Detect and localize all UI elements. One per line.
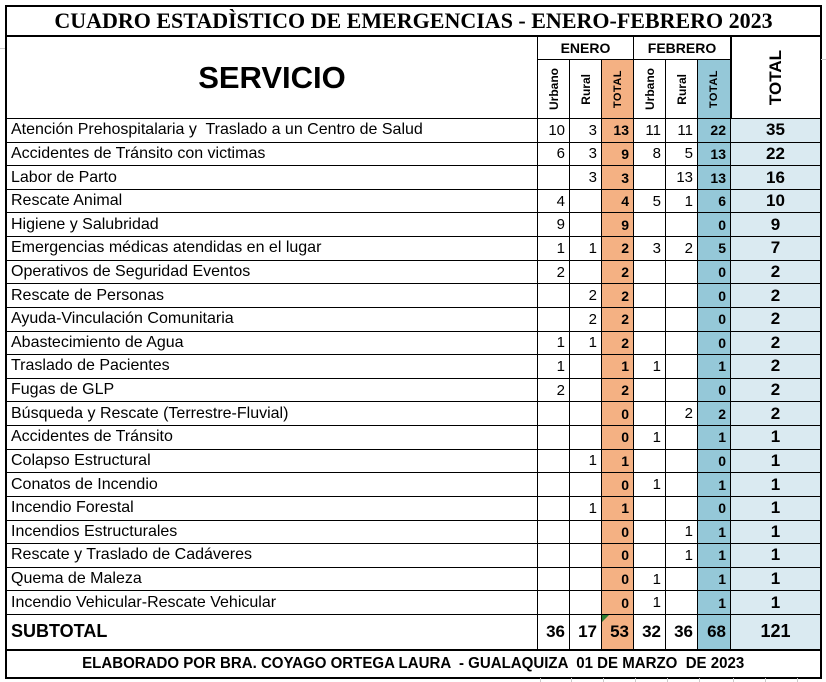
value-cell-febrero-total: 5 (698, 237, 731, 261)
service-cell: Incendios Estructurales (7, 521, 538, 545)
enero-urbano-header: Urbano (538, 60, 570, 119)
value-cell-enero-rural: 1 (570, 332, 602, 356)
value-cell-febrero-urbano (634, 332, 666, 356)
value-cell-febrero-rural: 13 (666, 166, 698, 190)
value-cell-febrero-rural: 1 (666, 544, 698, 568)
value-cell-febrero-total: 1 (698, 426, 731, 450)
service-cell: Quema de Maleza (7, 568, 538, 592)
subtotal-grand-total: 121 (731, 615, 820, 650)
gridline-stub (699, 678, 700, 682)
value-cell-febrero-rural: 2 (666, 402, 698, 426)
value-cell-febrero-urbano: 1 (634, 355, 666, 379)
gridline-stub (765, 678, 766, 682)
value-cell-grand-total: 1 (731, 473, 820, 497)
value-cell-enero-urbano (538, 497, 570, 521)
febrero-urbano-header: Urbano (634, 60, 666, 119)
value-cell-febrero-rural: 11 (666, 119, 698, 143)
value-cell-enero-total: 3 (602, 166, 634, 190)
service-column-header: SERVICIO (7, 37, 538, 119)
value-cell-enero-urbano (538, 402, 570, 426)
value-cell-enero-total: 0 (602, 402, 634, 426)
value-cell-febrero-rural (666, 426, 698, 450)
value-cell-febrero-urbano (634, 544, 666, 568)
value-cell-febrero-total: 13 (698, 143, 731, 167)
grand-total-column-header (731, 37, 820, 119)
value-cell-enero-urbano (538, 166, 570, 190)
value-cell-febrero-urbano (634, 261, 666, 285)
gridline-stub (0, 48, 5, 49)
service-cell: Conatos de Incendio (7, 473, 538, 497)
value-cell-grand-total: 1 (731, 544, 820, 568)
value-cell-enero-total: 2 (602, 237, 634, 261)
service-cell: Atención Prehospitalaria y Traslado a un Centro de Salud (7, 119, 538, 143)
value-cell-enero-rural: 3 (570, 166, 602, 190)
value-cell-enero-total: 1 (602, 450, 634, 474)
value-cell-grand-total: 10 (731, 190, 820, 214)
gridline-stub (603, 678, 604, 682)
value-cell-febrero-rural: 5 (666, 143, 698, 167)
value-cell-enero-total: 0 (602, 426, 634, 450)
value-cell-febrero-urbano: 5 (634, 190, 666, 214)
value-cell-febrero-total: 0 (698, 213, 731, 237)
value-cell-febrero-total: 0 (698, 308, 731, 332)
value-cell-febrero-total: 0 (698, 332, 731, 356)
service-cell: Abastecimiento de Agua (7, 332, 538, 356)
service-cell: Fugas de GLP (7, 379, 538, 403)
value-cell-enero-total: 0 (602, 568, 634, 592)
service-cell: Operativos de Seguridad Eventos (7, 261, 538, 285)
value-cell-febrero-urbano (634, 379, 666, 403)
value-cell-grand-total: 2 (731, 261, 820, 285)
value-cell-enero-urbano: 1 (538, 332, 570, 356)
subtotal-febrero-rural: 36 (666, 615, 698, 650)
enero-rural-header: Rural (570, 60, 602, 119)
value-cell-febrero-urbano (634, 402, 666, 426)
emergency-table (5, 5, 822, 679)
value-cell-febrero-total: 22 (698, 119, 731, 143)
value-cell-febrero-total: 0 (698, 261, 731, 285)
value-cell-enero-urbano (538, 544, 570, 568)
febrero-total-header: TOTAL (698, 60, 731, 119)
service-cell: Rescate Animal (7, 190, 538, 214)
subtotal-label: SUBTOTAL (7, 615, 538, 650)
value-cell-enero-rural: 1 (570, 450, 602, 474)
value-cell-enero-total: 2 (602, 261, 634, 285)
value-cell-febrero-rural (666, 497, 698, 521)
value-cell-febrero-urbano (634, 213, 666, 237)
service-cell: Higiene y Salubridad (7, 213, 538, 237)
service-cell: Accidentes de Tránsito (7, 426, 538, 450)
value-cell-enero-rural (570, 521, 602, 545)
value-cell-grand-total: 1 (731, 497, 820, 521)
value-cell-enero-total: 13 (602, 119, 634, 143)
service-cell: Incendio Vehicular-Rescate Vehicular (7, 591, 538, 615)
cell-error-indicator-triangle (602, 615, 609, 622)
service-cell: Búsqueda y Rescate (Terrestre-Fluvial) (7, 402, 538, 426)
value-cell-febrero-urbano: 11 (634, 119, 666, 143)
value-cell-enero-urbano (538, 308, 570, 332)
value-cell-febrero-rural: 1 (666, 190, 698, 214)
value-cell-febrero-urbano: 3 (634, 237, 666, 261)
value-cell-febrero-rural (666, 568, 698, 592)
value-cell-enero-rural (570, 591, 602, 615)
value-cell-febrero-total: 1 (698, 544, 731, 568)
value-cell-febrero-total: 2 (698, 402, 731, 426)
table-title: CUADRO ESTADÌSTICO DE EMERGENCIAS - ENERO-FEBRERO 2023 (7, 7, 820, 37)
value-cell-febrero-urbano: 1 (634, 568, 666, 592)
value-cell-febrero-rural (666, 261, 698, 285)
value-cell-enero-total: 2 (602, 379, 634, 403)
subtotal-febrero-urbano: 32 (634, 615, 666, 650)
febrero-rural-header: Rural (666, 60, 698, 119)
service-cell: Ayuda-Vinculación Comunitaria (7, 308, 538, 332)
value-cell-grand-total: 22 (731, 143, 820, 167)
value-cell-grand-total: 1 (731, 450, 820, 474)
value-cell-enero-urbano: 2 (538, 379, 570, 403)
value-cell-enero-urbano (538, 568, 570, 592)
subtotal-febrero-total: 68 (698, 615, 731, 650)
value-cell-enero-urbano: 1 (538, 237, 570, 261)
value-cell-enero-rural (570, 568, 602, 592)
value-cell-febrero-rural (666, 332, 698, 356)
value-cell-enero-total: 9 (602, 143, 634, 167)
value-cell-enero-rural: 2 (570, 284, 602, 308)
value-cell-febrero-total: 0 (698, 497, 731, 521)
value-cell-febrero-rural: 2 (666, 237, 698, 261)
service-cell: Rescate de Personas (7, 284, 538, 308)
month-header-febrero: FEBRERO (634, 37, 731, 60)
value-cell-enero-urbano: 6 (538, 143, 570, 167)
value-cell-febrero-rural (666, 284, 698, 308)
value-cell-enero-urbano: 10 (538, 119, 570, 143)
gridline-stub (733, 678, 734, 682)
footer-credit: ELABORADO POR BRA. COYAGO ORTEGA LAURA - GUALAQUIZA 01 DE MARZO DE 2023 (7, 650, 820, 677)
value-cell-enero-rural (570, 190, 602, 214)
service-cell: Labor de Parto (7, 166, 538, 190)
service-cell: Emergencias médicas atendidas en el lugar (7, 237, 538, 261)
value-cell-enero-urbano: 1 (538, 355, 570, 379)
value-cell-enero-total: 2 (602, 332, 634, 356)
value-cell-grand-total: 1 (731, 568, 820, 592)
value-cell-febrero-total: 0 (698, 379, 731, 403)
value-cell-febrero-urbano: 1 (634, 426, 666, 450)
service-cell: Incendio Forestal (7, 497, 538, 521)
value-cell-febrero-urbano (634, 166, 666, 190)
value-cell-enero-total: 0 (602, 544, 634, 568)
value-cell-febrero-urbano (634, 497, 666, 521)
value-cell-grand-total: 1 (731, 591, 820, 615)
service-cell: Colapso Estructural (7, 450, 538, 474)
value-cell-enero-rural (570, 473, 602, 497)
gridline-stub (635, 678, 636, 682)
value-cell-febrero-urbano (634, 308, 666, 332)
value-cell-febrero-rural (666, 308, 698, 332)
value-cell-enero-urbano: 4 (538, 190, 570, 214)
value-cell-grand-total: 35 (731, 119, 820, 143)
value-cell-febrero-rural (666, 591, 698, 615)
service-cell: Traslado de Pacientes (7, 355, 538, 379)
value-cell-enero-rural (570, 426, 602, 450)
subtotal-enero-rural: 17 (570, 615, 602, 650)
value-cell-enero-rural: 3 (570, 119, 602, 143)
service-cell: Accidentes de Tránsito con victimas (7, 143, 538, 167)
value-cell-enero-rural (570, 355, 602, 379)
value-cell-febrero-total: 1 (698, 521, 731, 545)
value-cell-febrero-rural (666, 473, 698, 497)
enero-total-header: TOTAL (602, 60, 634, 119)
subtotal-enero-urbano: 36 (538, 615, 570, 650)
value-cell-enero-urbano: 9 (538, 213, 570, 237)
value-cell-febrero-rural (666, 213, 698, 237)
value-cell-enero-rural: 2 (570, 308, 602, 332)
value-cell-enero-rural (570, 402, 602, 426)
value-cell-febrero-total: 1 (698, 355, 731, 379)
grand-total-label: TOTAL (766, 49, 785, 106)
value-cell-enero-urbano (538, 284, 570, 308)
value-cell-febrero-urbano (634, 284, 666, 308)
value-cell-grand-total: 2 (731, 402, 820, 426)
value-cell-enero-rural: 1 (570, 497, 602, 521)
value-cell-enero-urbano: 2 (538, 261, 570, 285)
value-cell-febrero-total: 0 (698, 284, 731, 308)
value-cell-enero-urbano (538, 426, 570, 450)
value-cell-enero-rural (570, 544, 602, 568)
value-cell-enero-urbano (538, 521, 570, 545)
value-cell-febrero-rural: 1 (666, 521, 698, 545)
value-cell-enero-total: 2 (602, 284, 634, 308)
value-cell-enero-total: 0 (602, 591, 634, 615)
gridline-stub (571, 678, 572, 682)
value-cell-febrero-rural (666, 355, 698, 379)
value-cell-enero-rural: 3 (570, 143, 602, 167)
service-cell: Rescate y Traslado de Cadáveres (7, 544, 538, 568)
value-cell-febrero-total: 1 (698, 473, 731, 497)
value-cell-febrero-total: 13 (698, 166, 731, 190)
value-cell-febrero-total: 0 (698, 450, 731, 474)
value-cell-grand-total: 16 (731, 166, 820, 190)
value-cell-enero-urbano (538, 450, 570, 474)
value-cell-enero-urbano (538, 473, 570, 497)
value-cell-enero-total: 0 (602, 473, 634, 497)
value-cell-febrero-urbano: 8 (634, 143, 666, 167)
value-cell-enero-total: 2 (602, 308, 634, 332)
value-cell-febrero-urbano (634, 450, 666, 474)
value-cell-grand-total: 2 (731, 379, 820, 403)
gridline-stub (540, 678, 541, 682)
value-cell-grand-total: 2 (731, 308, 820, 332)
value-cell-enero-rural (570, 379, 602, 403)
value-cell-enero-total: 4 (602, 190, 634, 214)
value-cell-febrero-rural (666, 379, 698, 403)
value-cell-enero-total: 1 (602, 355, 634, 379)
value-cell-grand-total: 2 (731, 284, 820, 308)
value-cell-febrero-rural (666, 450, 698, 474)
value-cell-grand-total: 1 (731, 521, 820, 545)
value-cell-febrero-total: 1 (698, 591, 731, 615)
month-header-enero: ENERO (538, 37, 634, 60)
value-cell-grand-total: 7 (731, 237, 820, 261)
value-cell-febrero-urbano (634, 521, 666, 545)
value-cell-febrero-total: 6 (698, 190, 731, 214)
value-cell-enero-total: 1 (602, 497, 634, 521)
value-cell-enero-rural (570, 213, 602, 237)
value-cell-febrero-urbano: 1 (634, 473, 666, 497)
value-cell-grand-total: 2 (731, 355, 820, 379)
value-cell-enero-urbano (538, 591, 570, 615)
value-cell-grand-total: 2 (731, 332, 820, 356)
gridline-stub (821, 59, 826, 60)
subtotal-enero-total: 53 (602, 615, 634, 650)
value-cell-enero-total: 9 (602, 213, 634, 237)
value-cell-enero-rural (570, 261, 602, 285)
value-cell-grand-total: 1 (731, 426, 820, 450)
value-cell-enero-total: 0 (602, 521, 634, 545)
gridline-stub (797, 678, 798, 682)
gridline-stub (667, 678, 668, 682)
value-cell-grand-total: 9 (731, 213, 820, 237)
value-cell-febrero-urbano: 1 (634, 591, 666, 615)
value-cell-enero-rural: 1 (570, 237, 602, 261)
value-cell-febrero-total: 1 (698, 568, 731, 592)
